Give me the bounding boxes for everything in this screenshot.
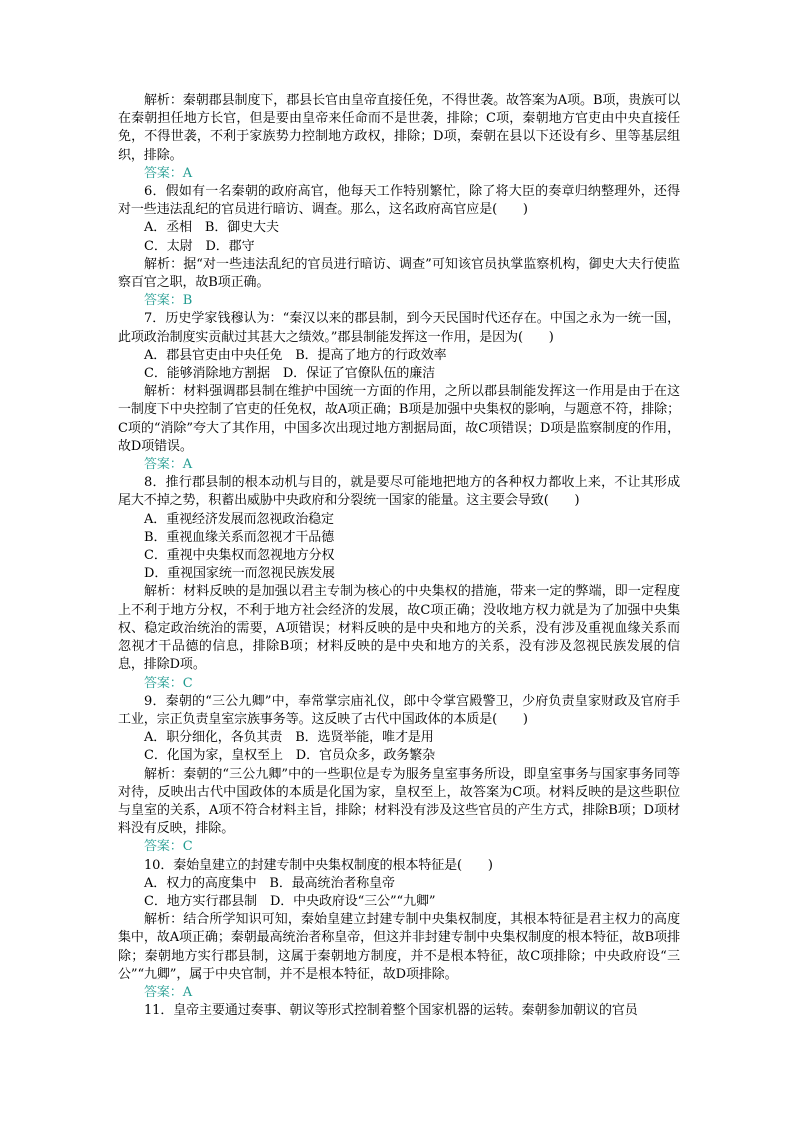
question-6-options-ab: A．丞相 B．御史大夫: [144, 220, 279, 236]
question-11: 11．皇帝主要通过奏事、朝议等形式控制着整个国家机器的运转。秦朝参加朝议的官员: [144, 1003, 638, 1019]
answer-8: 答案：C: [144, 675, 193, 691]
question-7: 7．历史学家钱穆认为：“秦汉以来的郡县制，到今天民国时代还存在。中国之永为一统一国，此项政治制度实贡献过其甚大之绩效。”郡县制能发挥这一作用，是因为( ): [118, 311, 680, 345]
question-6: 6．假如有一名秦朝的政府高官，他每天工作特别繁忙，除了将大臣的奏章归纳整理外，还得对一些违法乱纪的官员进行暗访、调查。那么，这名政府高官应是( ): [118, 184, 680, 218]
question-9-options-cd: C．化国为家，皇权至上 D．官员众多，政务繁杂: [144, 748, 436, 764]
answer-10: 答案：A: [144, 984, 192, 1000]
document-page: [118, 92, 680, 1020]
question-8-option-a: A．重视经济发展而忽视政治稳定: [144, 511, 334, 527]
answer-6: 答案：B: [144, 293, 193, 309]
question-9: 9．秦朝的“三公九卿”中，奉常掌宗庙礼仪，郎中令掌宫殿警卫，少府负责皇家财政及官府手工业，宗正负责皇室宗族事务等。这反映了古代中国政体的本质是( ): [118, 693, 680, 727]
answer-9: 答案：C: [144, 839, 193, 855]
question-8-option-c: C．重视中央集权而忽视地方分权: [144, 548, 335, 564]
question-8-option-b: B．重视血缘关系而忽视才干品德: [144, 529, 335, 545]
question-7-options-cd: C．能够消除地方割据 D．保证了官僚队伍的廉洁: [144, 366, 436, 382]
explanation-9: 解析：秦朝的“三公九卿”中的一些职位是专为服务皇室事务所设，即皇室事务与国家事务同等对待，反映出古代中国政体的本质是化国为家，皇权至上，故答案为C项。材料反映的是这些职位与皇室的关系，A项不符合材料主旨，排除；材料没有涉及这些官员的产生方式，排除B项；D项材料没有反映，排除。: [118, 766, 680, 837]
answer-5: 答案：A: [144, 165, 192, 181]
explanation-10: 解析：结合所学知识可知，秦始皇建立封建专制中央集权制度，其根本特征是君主权力的高度集中，故A项正确；秦朝最高统治者称皇帝，但这并非封建专制中央集权制度的根本特征，故B项排除；秦朝地方实行郡县制，这属于秦朝地方制度，并不是根本特征，故C项排除；中央政府设“三公”“九卿”，属于中央官制，并不是根本特征，故D项排除。: [118, 912, 680, 982]
question-10: 10．秦始皇建立的封建专制中央集权制度的根本特征是( ): [144, 857, 493, 873]
answer-7: 答案：A: [144, 457, 192, 473]
explanation-6: 解析：据“对一些违法乱纪的官员进行暗访、调查”可知该官员执掌监察机构，御史大夫行使监察百官之职，故B项正确。: [118, 256, 680, 291]
question-10-options-ab: A．权力的高度集中 B．最高统治者称皇帝: [144, 875, 395, 891]
explanation-5: 解析：秦朝郡县制度下，郡县长官由皇帝直接任免，不得世袭。故答案为A项。B项，贵族可以在秦朝担任地方长官，但是要由皇帝来任命而不是世袭，排除；C项，秦朝地方官吏由中央直接任免，不得世袭，不利于家族势力控制地方政权，排除；D项，秦朝在县以下还设有乡、里等基层组织，排除。: [118, 93, 680, 163]
question-9-options-ab: A．职分细化，各负其责 B．选贤举能，唯才是用: [144, 730, 434, 746]
question-10-options-cd: C．地方实行郡县制 D．中央政府设“三公”“九卿”: [144, 893, 436, 909]
explanation-7: 解析：材料强调郡县制在维护中国统一方面的作用，之所以郡县制能发挥这一作用是由于在这一制度下中央控制了官吏的任免权，故A项正确；B项是加强中央集权的影响，与题意不符，排除；C项的“消除”夸大了其作用，中国多次出现过地方割据局面，故C项错误；D项是监察制度的作用，故D项错误。: [118, 384, 680, 454]
question-8-option-d: D．重视国家统一而忽视民族发展: [144, 566, 335, 582]
explanation-8: 解析：材料反映的是加强以君主专制为核心的中央集权的措施，带来一定的弊端，即一定程度上不利于地方分权，不利于地方社会经济的发展，故C项正确；没收地方权力就是为了加强中央集权、稳定政治统治的需要，A项错误；材料反映的是中央和地方的关系，没有涉及重视血缘关系而忽视才干品德的信息，排除B项；材料反映的是中央和地方的关系，没有涉及忽视民族发展的信息，排除D项。: [118, 584, 680, 673]
question-7-options-ab: A．郡县官吏由中央任免 B．提高了地方的行政效率: [144, 347, 447, 363]
question-8: 8．推行郡县制的根本动机与目的，就是要尽可能地把地方的各种权力都收上来，不让其形成尾大不掉之势，积蓄出威胁中央政府和分裂统一国家的能量。这主要会导致( ): [118, 475, 680, 509]
question-6-options-cd: C．太尉 D．郡守: [144, 238, 255, 254]
